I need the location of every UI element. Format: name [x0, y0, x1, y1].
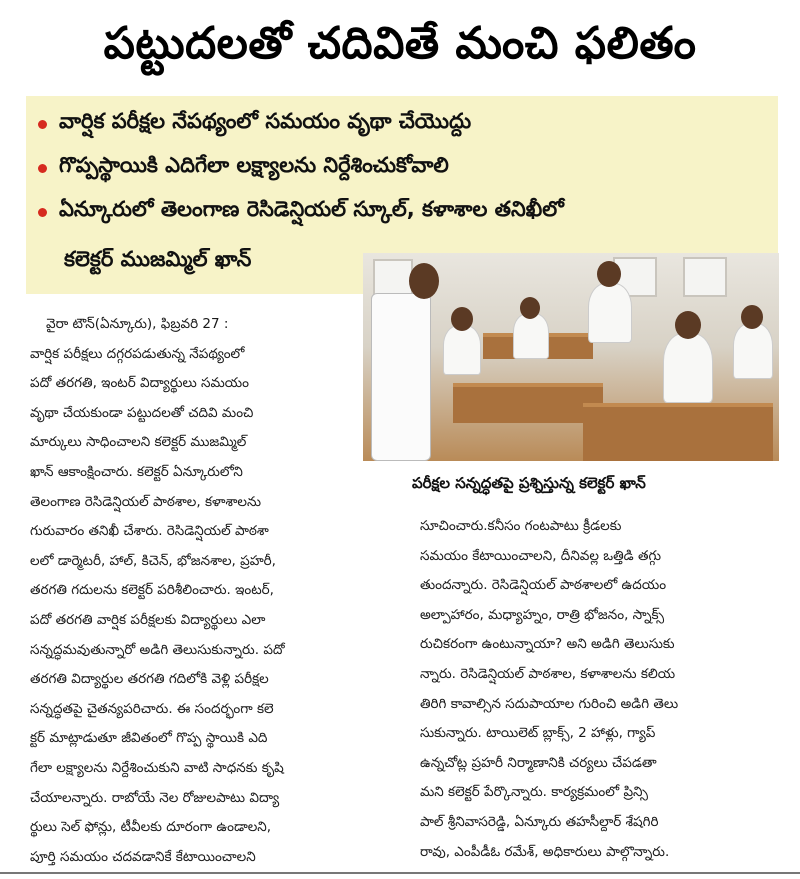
highlight-item-continuation	[64, 242, 251, 282]
highlight-text: కలెక్టర్ ముజమ్మిల్ ఖాన్	[64, 247, 252, 271]
bottom-divider	[0, 872, 800, 874]
article-line: వృథా చేయకుండా పట్టుదలతో చదివి మంచి	[30, 404, 254, 421]
person-head-shape	[451, 307, 473, 331]
highlight-item	[38, 104, 471, 144]
article-line: సూచించారు.కనీసం గంటపాటు క్రీడలకు	[420, 518, 622, 534]
student-shape	[663, 333, 713, 403]
student-shape	[513, 313, 549, 359]
article-line: తెలంగాణ రెసిడెన్షియల్ పాఠశాల, కళాశాలను	[30, 493, 262, 510]
article-line: గేలా లక్ష్యాలను నిర్దేశించుకుని వాటి సాధనకు కృషి	[30, 759, 284, 776]
article-line: సమయం కేటాయించాలని, దీనివల్ల ఒత్తిడి తగ్గు	[420, 547, 662, 564]
article-line: సన్నద్ధమవుతున్నారో అడిగి తెలుసుకున్నారు. పదో	[30, 641, 285, 658]
article-line: ఉన్నచోట్ల ప్రహరీ నిర్మాణానికి చర్యలు చేపడతా	[420, 754, 657, 771]
article-right-column	[420, 512, 780, 867]
student-shape	[443, 325, 481, 375]
article-line: గురువారం తనిఖీ చేశారు. రెసిడెన్షియల్ పాఠశా	[30, 523, 269, 540]
article-line: లలో డార్మెటరీ, హాల్, కిచెన్, భోజనశాల, ప్రహరీ,	[30, 552, 276, 569]
article-line: తరగతి గదులను కలెక్టర్ పరిశీలించారు. ఇంటర్,	[30, 582, 274, 599]
student-shape	[733, 323, 773, 379]
article-line: పూర్తి సమయం చదవడానికే కేటాయించాలని	[30, 848, 256, 865]
bullet-dot-icon	[38, 120, 47, 129]
highlight-text: గొప్పస్థాయికి ఎదిగేలా లక్ష్యాలను నిర్దేశించుకోవాలి	[59, 153, 449, 177]
article-line: రావు, ఎంపీడీఓ రమేశ్, అధికారులు పాల్గొన్నారు.	[420, 843, 670, 860]
window-shape	[683, 257, 727, 297]
article-line: తరగతి విద్యార్థుల తరగతి గదిలోకి వెళ్లి పరీక్షల	[30, 671, 269, 688]
article-left-column	[30, 310, 360, 872]
person-head-shape	[675, 311, 701, 339]
highlight-item	[38, 192, 564, 232]
article-line: మార్కులు సాధించాలని కలెక్టర్ ముజమ్మిల్	[30, 434, 247, 451]
article-line: ఖాన్ ఆకాంక్షించారు. కలెక్టర్ ఏన్కూరులోని	[30, 463, 243, 480]
article-line: వైరా టౌన్(ఏన్కూరు), ఫిబ్రవరి 27 :	[46, 316, 229, 332]
article-line: చేయాలన్నారు. రాబోయే నెల రోజులపాటు విద్యా	[30, 789, 280, 806]
article-line: అల్పాహారం, మధ్యాహ్నం, రాత్రి భోజనం, స్నాక్స్	[420, 606, 665, 623]
article-line: సుకున్నారు. టాయిలెట్ బ్లాక్స్, 2 హాళ్లు, గ్యాప్	[420, 725, 656, 742]
article-line: పాల్ శ్రీనివాసరెడ్డి, ఏన్కూరు తహసీల్దార్ శేషగిరి	[420, 813, 659, 830]
standing-person-shape	[371, 293, 431, 461]
article-line: సన్నద్ధతపై చైతన్యపరిచారు. ఈ సందర్భంగా కలె	[30, 700, 274, 717]
person-head-shape	[597, 261, 621, 287]
highlight-text: ఏన్కూరులో తెలంగాణ రెసిడెన్షియల్ స్కూల్, కళాశాల తనిఖీలో	[59, 197, 564, 221]
article-line: రుచికరంగా ఉంటున్నాయా? అని అడిగి తెలుసుకు	[420, 636, 675, 653]
highlight-text: వార్షిక పరీక్షల నేపథ్యంలో సమయం వృథా చేయొద్దు	[59, 109, 472, 133]
article-line: తుందన్నారు. రెసిడెన్షియల్ పాఠశాలలో ఉదయం	[420, 577, 667, 594]
article-line: తిరిగి కావాల్సిన సదుపాయాల గురించి అడిగి తెలు	[420, 695, 679, 712]
photo-caption: పరీక్షల సన్నద్ధతపై ప్రశ్నిస్తున్న కలెక్టర్ ఖాన్	[412, 474, 646, 492]
person-head-shape	[409, 263, 439, 299]
student-shape	[588, 283, 632, 343]
article-line: మని కలెక్టర్ పేర్కొన్నారు. కార్యక్రమంలో ప్రిన్సి	[420, 784, 648, 801]
article-line: పదో తరగతి, ఇంటర్ విద్యార్థులు సమయం	[30, 375, 250, 392]
classroom-photo	[363, 253, 779, 461]
highlight-item	[38, 148, 449, 188]
bullet-dot-icon	[38, 208, 47, 217]
desk-shape	[583, 403, 773, 461]
person-head-shape	[741, 305, 763, 329]
article-line: ర్థులు సెల్ ఫోన్లు, టీవీలకు దూరంగా ఉండాలని,	[30, 819, 272, 836]
bullet-dot-icon	[38, 164, 47, 173]
article-line: న్నారు. రెసిడెన్షియల్ పాఠశాల, కళాశాలను కలియ	[420, 665, 676, 682]
headline: పట్టుదలతో చదివితే మంచి ఫలితం	[103, 18, 697, 69]
article-line: పదో తరగతి వార్షిక పరీక్షలకు విద్యార్థులు ఎలా	[30, 611, 266, 628]
person-head-shape	[520, 297, 540, 319]
article-line: వార్షిక పరీక్షలు దగ్గరపడుతున్న నేపథ్యంలో	[30, 345, 245, 362]
desk-shape	[453, 383, 603, 423]
article-line: క్టర్ మాట్లాడుతూ జీవితంలో గొప్ప స్థాయికి ఎది	[30, 730, 268, 747]
